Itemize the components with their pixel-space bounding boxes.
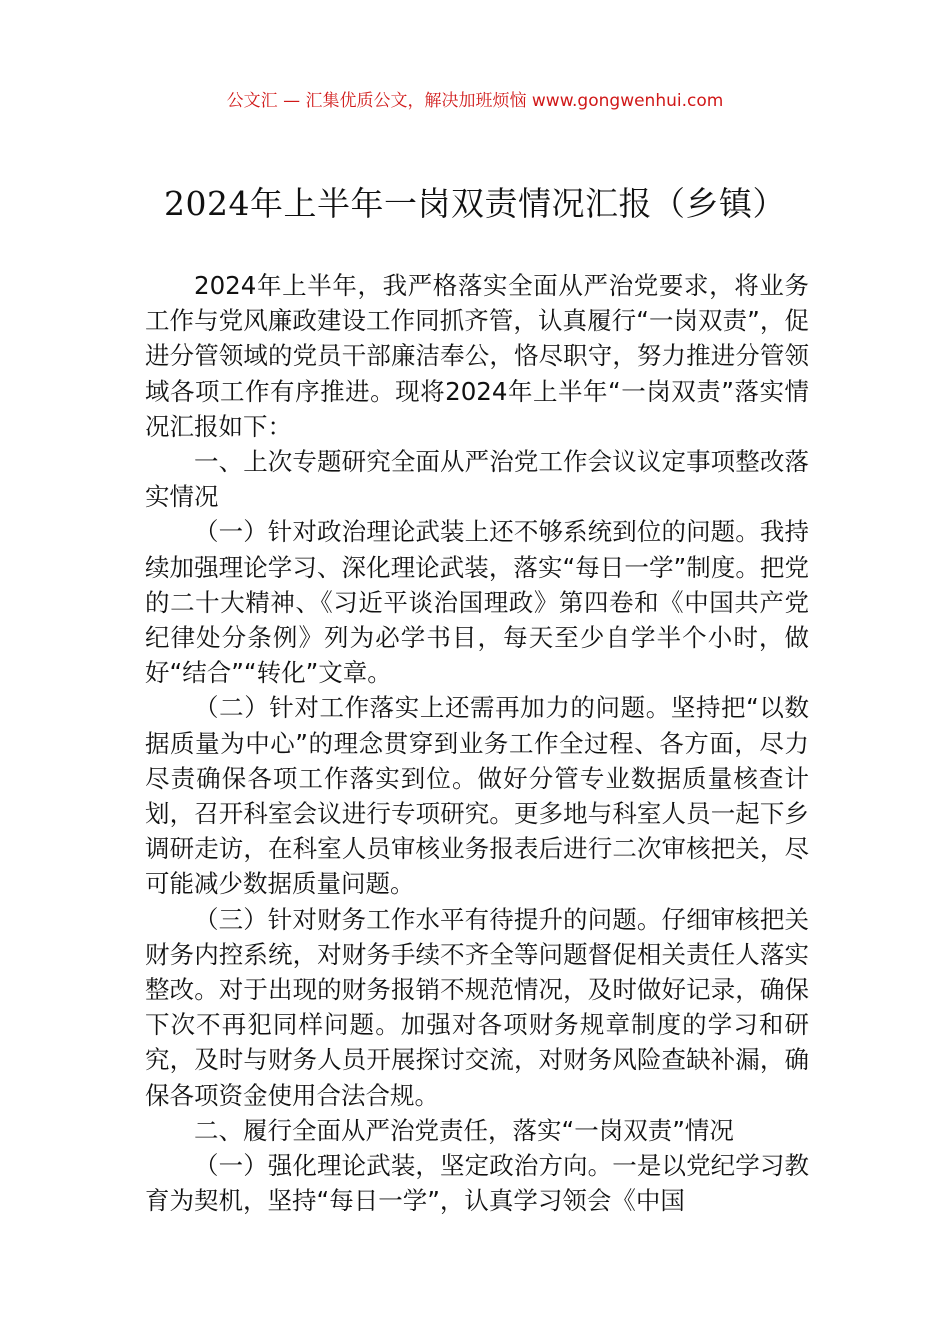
section-heading-1: 一、上次专题研究全面从严治党工作会议议定事项整改落实情况 (145, 447, 809, 512)
paragraph-intro: 2024年上半年，我严格落实全面从严治党要求，将业务工作与党风廉政建设工作同抓齐管，认真履行“一岗双责”，促进分管领域的党员干部廉洁奉公，恪尽职守，努力推进分管领域各项工作有序推进。现将2024年上半年“一岗双责”落实情况汇报如下： (145, 271, 809, 441)
watermark-header: 公文汇 — 汇集优质公文，解决加班烦恼 www.gongwenhui.com (226, 91, 724, 111)
section-heading-2: 二、履行全面从严治党责任，落实“一岗双责”情况 (194, 1115, 734, 1145)
document-title: 2024年上半年一岗双责情况汇报（乡镇） (164, 184, 786, 223)
paragraph-1-3: （三）针对财务工作水平有待提升的问题。仔细审核把关财务内控系统，对财务手续不齐全等问题督促相关责任人落实整改。对于出现的财务报销不规范情况，及时做好记录，确保下次不再犯同样问题。加强对各项财务规章制度的学习和研究，及时与财务人员开展探讨交流，对财务风险查缺补漏，确保各项资金使用合法合规。 (145, 904, 809, 1110)
paragraph-1-2: （二）针对工作落实上还需再加力的问题。坚持把“以数据质量为中心”的理念贯穿到业务工作全过程、各方面，尽力尽责确保各项工作落实到位。做好分管专业数据质量核查计划，召开科室会议进行专项研究。更多地与科室人员一起下乡调研走访，在科室人员审核业务报表后进行二次审核把关，尽可能减少数据质量问题。 (145, 693, 809, 899)
document-body (145, 268, 809, 1218)
paragraph-1-1: （一）针对政治理论武装上还不够系统到位的问题。我持续加强理论学习、深化理论武装，落实“每日一学”制度。把党的二十大精神、《习近平谈治国理政》第四卷和《中国共产党纪律处分条例》列为必学书目，每天至少自学半个小时，做好“结合”“转化”文章。 (145, 517, 809, 688)
paragraph-2-1: （一）强化理论武装，坚定政治方向。一是以党纪学习教育为契机，坚持“每日一学”，认真学习领会《中国 (145, 1151, 809, 1216)
